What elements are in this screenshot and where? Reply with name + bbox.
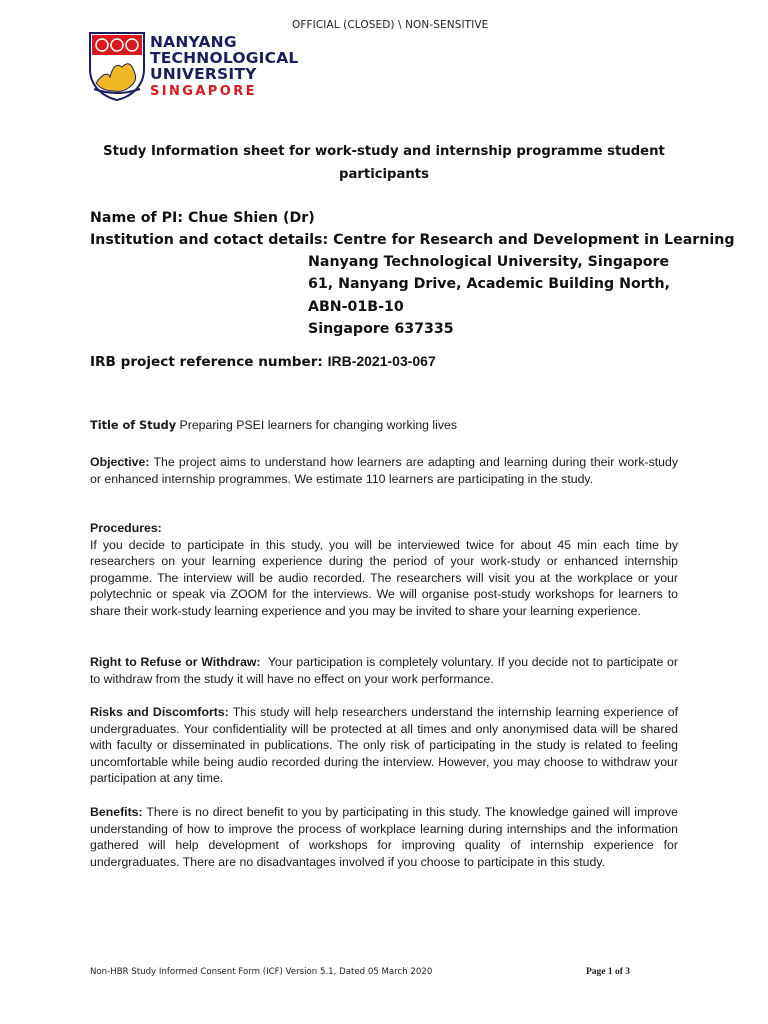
- irb-number: IRB-2021-03-067: [327, 353, 436, 369]
- address-line-2: Nanyang Technological University, Singapore: [308, 254, 670, 270]
- irb-reference: [90, 353, 436, 370]
- document-title: [90, 140, 678, 186]
- right-to-refuse-text: Your participation is completely voluntary. If you decide not to participate or to withdraw from the study it will have no effect on your work performance.: [90, 655, 678, 686]
- benefits-text: There is no direct benefit to you by participating in this study. The knowledge gained will improve understanding of how to improve the process of workplace learning during internships and the information gathered will help development of workshops for improving quality of internship experience for undergraduates. There are no disadvantages involved if you choose to participate in this study.: [90, 805, 678, 869]
- risks-label: Risks and Discomforts:: [90, 705, 229, 719]
- irb-label: IRB project reference number:: [90, 354, 323, 370]
- footer-page-number: Page 1 of 3: [586, 967, 631, 977]
- logo-line-4: SINGAPORE: [150, 84, 257, 99]
- address-block: [308, 251, 670, 340]
- title-of-study-text: Preparing PSEI learners for changing working lives: [179, 418, 458, 432]
- university-logo: [88, 31, 299, 103]
- objective-text: The project aims to understand how learners are adapting and learning during their work-study or enhanced internship programmes. We estimate 110 learners are participating in the study.: [90, 455, 678, 486]
- pi-name: Name of PI: Chue Shien (Dr): [90, 210, 315, 226]
- title-of-study-label: Title of Study: [90, 419, 177, 432]
- logo-line-2: TECHNOLOGICAL: [150, 49, 299, 67]
- classification-label: OFFICIAL (CLOSED) \ NON-SENSITIVE: [292, 19, 489, 31]
- address-line-3: 61, Nanyang Drive, Academic Building North,: [308, 276, 670, 293]
- title-line-2: participants: [339, 167, 429, 182]
- procedures-label: Procedures:: [90, 521, 162, 535]
- institution-line: [90, 229, 735, 252]
- risks-section: [90, 704, 678, 787]
- logo-line-1: NANYANG: [150, 33, 237, 51]
- right-to-refuse-section: [90, 654, 678, 687]
- footer-form-info: Non-HBR Study Informed Consent Form (ICF) Version 5.1, Dated 05 March 2020: [90, 967, 433, 977]
- ntu-crest-icon: [88, 31, 146, 101]
- objective-label: Objective:: [90, 455, 150, 469]
- address-line-5: Singapore 637335: [308, 320, 454, 337]
- title-line-1: Study Information sheet for work-study and internship programme student: [103, 144, 665, 159]
- benefits-section: [90, 804, 678, 870]
- logo-line-3: UNIVERSITY: [150, 65, 257, 83]
- benefits-label: Benefits:: [90, 805, 143, 819]
- procedures-section: [90, 520, 678, 620]
- procedures-text: If you decide to participate in this study, you will be interviewed twice for about 45 min each time by researchers on your learning experience during the period of your work-study or enhanced internship progamme. The interview will be audio recorded. The researchers will visit you at the workplace or your polytechnic or speak via ZOOM for the interviews. We will organise post-study workshops for learners to share their work-study learning experience and you may be invited to share your learning experience.: [90, 537, 678, 618]
- right-to-refuse-label: Right to Refuse or Withdraw:: [90, 655, 261, 669]
- risks-text: This study will help researchers understand the internship learning experience of undergraduates. Your confidentiality will be protected at all times and only anonymised data will be shared with faculty or disseminated in publications. The only risk of participating in the study is related to feeling uncomfortable while being audio recorded during the interview. However, you may choose to withdraw your participation at any time.: [90, 705, 678, 786]
- address-line-1: Centre for Research and Development in Learning: [333, 232, 735, 248]
- title-of-study-section: [90, 417, 678, 435]
- address-line-4: ABN-01B-10: [308, 298, 404, 315]
- institution-label: Institution and cotact details:: [90, 232, 329, 248]
- objective-section: [90, 454, 678, 487]
